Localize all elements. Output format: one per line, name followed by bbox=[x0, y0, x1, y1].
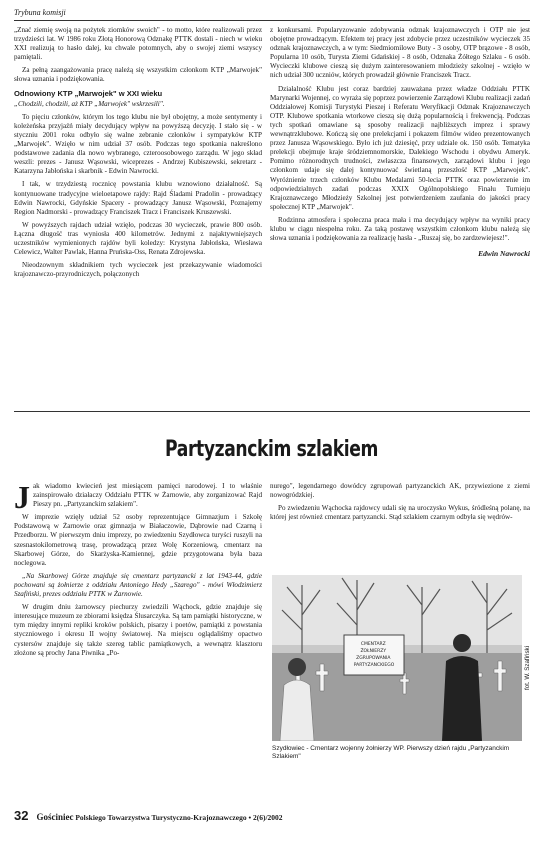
issue-number: • 2(6)/2002 bbox=[248, 813, 283, 822]
photo-credit: fot. W. Szafiński bbox=[524, 645, 531, 690]
publisher-name: Polskiego Towarzystwa Turystyczno-Krajoznawczego bbox=[75, 813, 247, 822]
lead-paragraph bbox=[14, 479, 262, 515]
article1-author: Edwin Nawrocki bbox=[478, 249, 530, 259]
article2-column-1 bbox=[14, 479, 262, 662]
paragraph: nurego", legendarnego dowódcy zgrupowań partyzanckich AK, przywiezione z ziemi nowogródzkiej. bbox=[270, 482, 530, 500]
paragraph: W drugim dniu żarnowscy piechurzy zwiedzili Wąchock, gdzie znajduje się interesujące muzeum ze zbiorami księdza Ślusarczyka. Są tam pamiątki historyczne, w tym między innymi repliki kroków polskich, pisarzy i poetów, pamiątki z powstania styczniowego i okresu II wojny światowej. Na miejscu oglądaliśmy opactwo cystersów znajduje się także szereg tablic pamiątkowych, a wewnątrz klasztoru złożone są prochy Jana Piwnika „Po- bbox=[14, 603, 262, 657]
paragraph: W imprezie wzięły udział 52 osoby reprezentujące Gimnazjum i Szkołę Podstawową w Żarnowie oraz gimnazja w Białaczowie, Dąbrowie nad Czarną i Przedborzu. W pierwszym dniu imprezy, po zwiedzeniu Szydłowca turyści ruszyli na szesnastokilometrową trasę, prowadzącą przez Wolę Korzeniową, cmentarz na Skarbowej Górze, do Skarżyska-Kamiennej, gdzie przygotowana była baza noclegowa. bbox=[14, 513, 262, 567]
article1-column-1 bbox=[14, 26, 262, 283]
paragraph: Działalność Klubu jest coraz bardziej zauważana przez władze Oddziału PTTK Marynarki Wojennej, co wyraża się poprzez powierzenie Zarządowi Klubu realizacji zadań Oddziałowej Komisji Turystyki Pieszej i Referatu Weryfikacji Odznak Krajoznawczych OTP. Klubowe spotkania wtorkowe cieszą się dużą popularnością i frekwencją. Podczas tych spotkań omawiane są sposoby realizacji najbliższych imprez i sprawy wewnątrzklubowe. Kończą się one prelekcjami i pokazem filmów wideo prezentowanych przez Janusza Wąsowskiego. Było ich już dziesięć, przy udziale ok. 150 osób. Tematyka prelekcji obejmuje kraje śródziemnomorskie, Dalekiego Wschodu i obydwu Ameryk. Pomimo różnorodnych trudności, zwłaszcza finansowych, zarządowi klubu i jego członkom udaje się dalej kontynuować świetlaną przeszłość KTP „Marwojek". Wyróżnienie trzech członków Klubu Medalami 50-lecia PTTK oraz powierzenie im odpowiedzialnych zadań podczas XXIX Ogólnopolskiego Finału Turnieju Krajoznawczego Młodzieży Szkolnej jest potwierdzeniem zaufania do jakości pracy społecznej KTP „Marwojek". bbox=[270, 84, 530, 211]
page-number: 32 bbox=[14, 808, 29, 823]
subheading-quote: „Chodzili, chodzili, aż KTP „Marwojek" wskrzesili". bbox=[14, 99, 165, 108]
section-tag: Trybuna komisji bbox=[14, 8, 66, 17]
sign-text: CMENTARZ ŻOŁNIERZY ZGRUPOWANIA PARTYZANCKIEGO bbox=[353, 642, 395, 668]
paragraph: „Znać ziemię swoją na pożytek ziomków swoich" - to motto, które realizowali przez trzydzieści lat. W 1986 roku Złotą Honorową Odznakę PTTK dostali - niech w wieku XXI realizują to hasło dalej, ku chwale potomnych, aby o swojej ziemi wszyscy pamiętali. bbox=[14, 26, 262, 62]
paragraph: Nieodzownym składnikiem tych wycieczek jest przekazywanie wiadomości krajoznawczo-przyrodniczych, połączonych bbox=[14, 261, 262, 279]
quote-paragraph: „Na Skarbowej Górze znajduje się cmentarz partyzancki z lat 1943-44, gdzie pochowani są żołnierze z oddziału Antoniego Hedy „Szarego" - mówi Włodzimierz Szafiński, prezes oddziału PTTK w Żarnowie. bbox=[14, 571, 262, 599]
page-footer bbox=[14, 808, 530, 823]
photo-illustration bbox=[272, 575, 522, 741]
drop-cap: J bbox=[14, 479, 30, 515]
article1-subheading: Odnowiony KTP „Marwojek" w XXI wieku bbox=[14, 88, 163, 98]
magazine-name: Gościniec bbox=[36, 812, 74, 822]
cemetery-photo bbox=[272, 575, 522, 741]
article2-column-2 bbox=[270, 482, 530, 526]
paragraph: W powyższych rajdach udział wzięło, podczas 30 wycieczek, prawie 800 osób. Łączna długość tras wyniosła 400 kilometrów. Jednymi z najaktywniejszych uczestników wymienionych rajdów byli koledzy: Krystyna Jabłońska, Wiesława Celewicz, Walter Pawlak, Hanna Pruńska-Oss, Renata Zdrojewska. bbox=[14, 220, 262, 257]
paragraph: z konkursami. Popularyzowanie zdobywania odznak krajoznawczych i OTP nie jest obojętne prowadzącym. Efektem tej pracy jest zdobycie przez uczestników wycieczek 35 odznak krajoznawczych, a w tym: Siedmiomilowe Buty - 3 osoby, OTP brązowe - 8 osób, Popularna 10 osób, Turysta Ziemi Gdańskiej - 8 osób, Odznaka Żółtego Szlaku - 6 osób. Wycieczki klubowe cieszą się dużym zainteresowaniem młodzieży szkolnej - wzięło w nich udział 300 uczniów, których prowadził głównie Franciszek Tracz. bbox=[270, 26, 530, 80]
paragraph: Za pełną zaangażowania pracę należą się wszystkim członkom KTP „Marwojek" słowa uznania i podziękowania. bbox=[14, 66, 262, 84]
paragraph: Po zwiedzeniu Wąchocka rajdowcy udali się na uroczysko Wykus, śródleśną polanę, na której jest również cmentarz partyzancki. Stąd szlakiem czarnym odbyła się wędrów- bbox=[270, 504, 530, 522]
footer-magazine bbox=[36, 812, 282, 822]
paragraph: I tak, w trzydziestą rocznicę powstania klubu wznowiono działalność. Są kontynuowane tradycyjne wieloetapowe rajdy: Rajd Śladami Pradolin - prowadzący Edwin Nawrocki, Gdyńskie Spacery - prowadzący Janusz Wąsowski, Poznajemy Region Nadmorski - prowadzący Franciszek Tracz i Franciszek Kruszewski. bbox=[14, 180, 262, 216]
lead-text: ak wiadomo kwiecień jest miesiącem pamięci narodowej. I to właśnie zainspirowało działaczy Oddziału PTTK w Żarnowie, aby zorganizować Rajd Pieszy pn. „Partyzanckim szlakiem". bbox=[33, 482, 262, 509]
top-divider bbox=[14, 20, 530, 21]
paragraph: Rodzinna atmosfera i społeczna praca mała i ma decydujący wpływ na wyniki pracy klubu w ciągu niespełna roku. Za taką postawę wszystkim członkom klubu należą się słowa uznania i podziękowania za realizację hasła - „Ruszaj się, bo zardzewiejesz!". bbox=[270, 215, 530, 243]
article-divider bbox=[14, 411, 530, 412]
photo-caption: Szydłowiec - Cmentarz wojenny żołnierzy WP. Pierwszy dzień rajdu „Partyzanckim Szlakiem" bbox=[272, 745, 510, 760]
article1-column-2 bbox=[270, 26, 530, 258]
article2-headline: Partyzanckim szlakiem bbox=[165, 437, 378, 462]
paragraph: To pięciu członków, którym los tego klubu nie był obojętny, a może sentymenty i koleżeńska przyjaźń miały decydujący wpływ na powyższą decyzję. I stało się - w styczniu 2001 roku odbyło się walne zebranie członków i sympatyków KTP „Marwojek". Wzięło w nim udział 37 osób. Podczas tego spotkania nakreślono podstawowe zadania dla nowo wybranego, czteroosobowego zarządu. W jego skład weszli: prezes - Janusz Wąsowski, wiceprezes - Andrzej Kubiszewski, sekretarz - Katarzyna Jabłońska i skarbnik - Edwin Nawrocki. bbox=[14, 112, 262, 176]
